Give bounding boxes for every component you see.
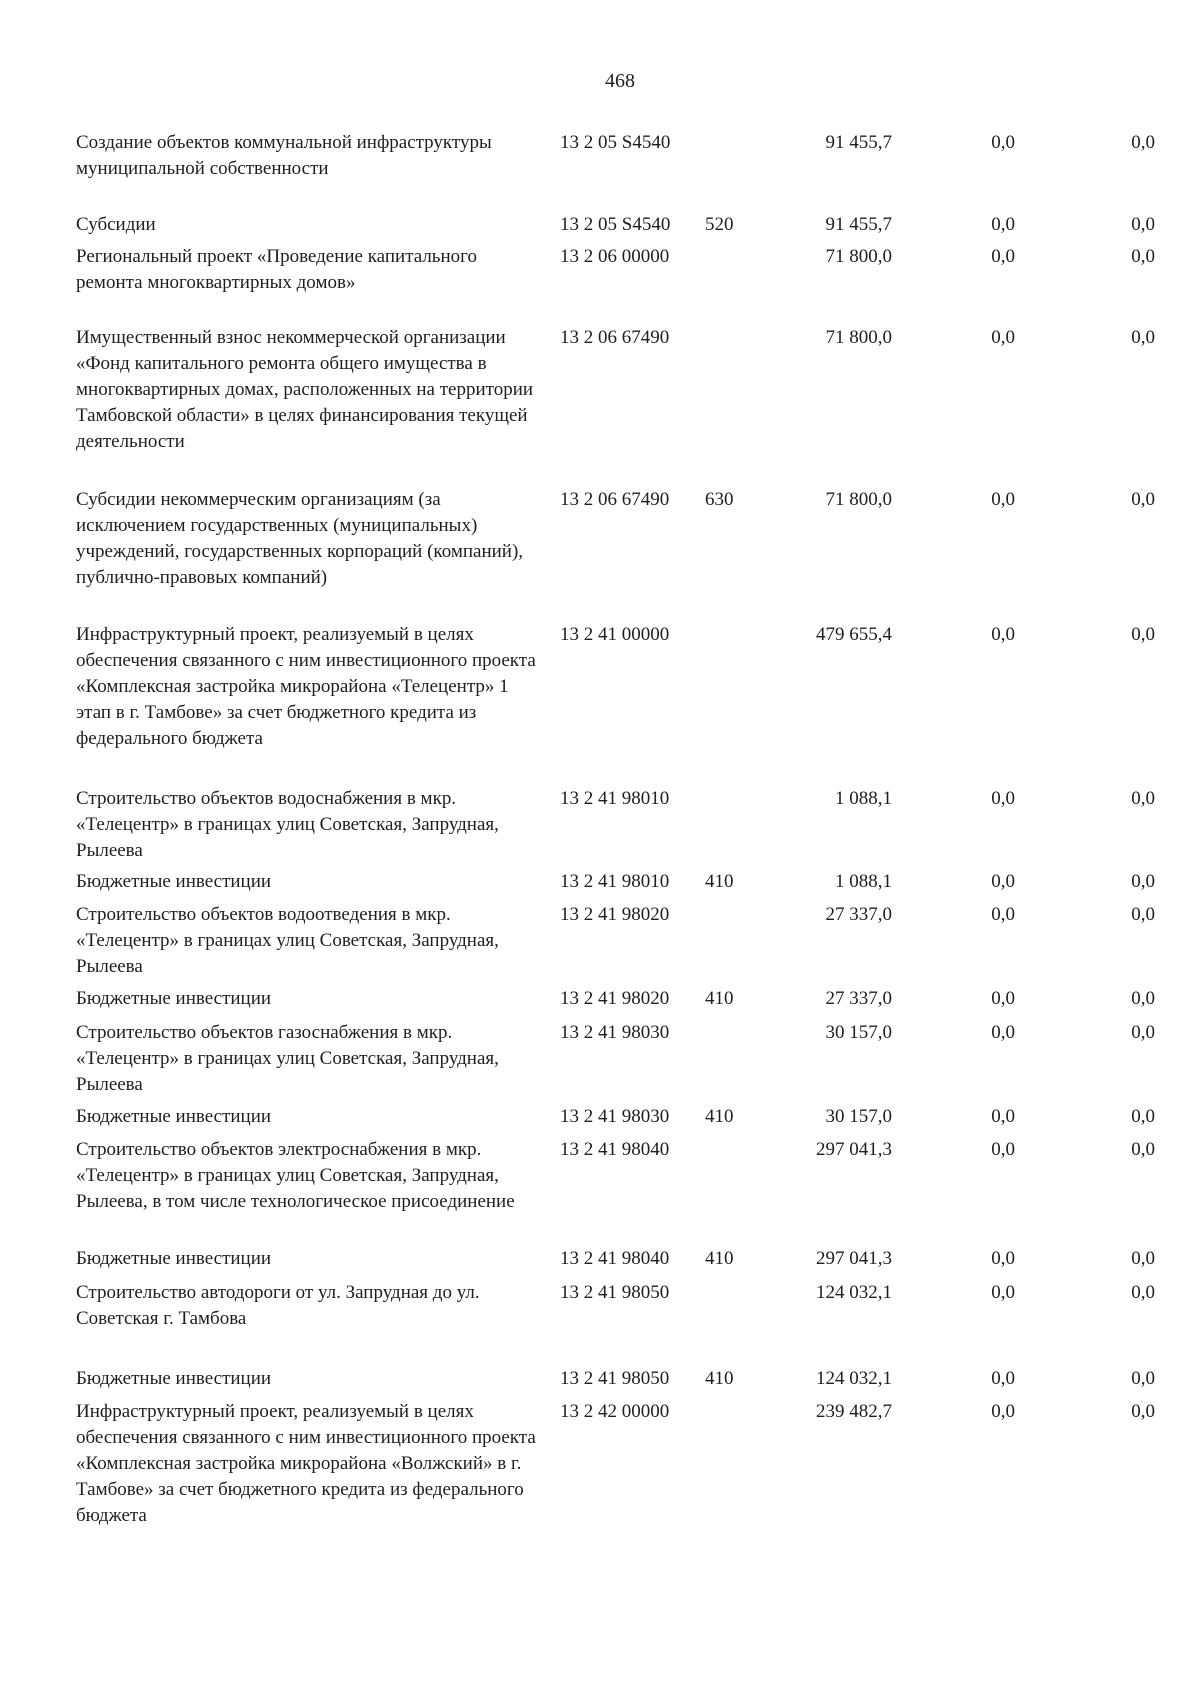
row-target-code: 13 2 41 98050: [560, 1282, 670, 1303]
row-amount-year3: 0,0: [1131, 327, 1155, 348]
row-description: Субсидии некоммерческим организациям (за исключением государственных (муниципальных) учреждений, государственных корпораций (компаний), публично-правовых компаний): [76, 489, 524, 588]
row-amount: 124 032,1: [816, 1282, 892, 1303]
row-amount-year3: 0,0: [1131, 988, 1155, 1009]
row-description: Бюджетные инвестиции: [76, 988, 272, 1009]
row-description: Строительство автодороги от ул. Запрудная до ул. Советская г. Тамбова: [76, 1282, 480, 1329]
row-amount-year3: 0,0: [1131, 1139, 1155, 1160]
row-description: Имущественный взнос некоммерческой организации «Фонд капитального ремонта общего имущества в многоквартирных домах, расположенных на территории Тамбовской области» в целях финансирования текущей деятельности: [76, 327, 534, 452]
row-amount-year3: 0,0: [1131, 1368, 1155, 1389]
row-description: Строительство объектов водоснабжения в мкр. «Телецентр» в границах улиц Советская, Запрудная, Рылеева: [76, 788, 499, 861]
row-amount-year2: 0,0: [991, 988, 1015, 1009]
row-description: Бюджетные инвестиции: [76, 871, 272, 892]
row-amount-year2: 0,0: [991, 904, 1015, 925]
row-target-code: 13 2 42 00000: [560, 1401, 670, 1422]
row-description: Бюджетные инвестиции: [76, 1248, 272, 1269]
row-target-code: 13 2 06 67490: [560, 489, 670, 510]
row-target-code: 13 2 06 67490: [560, 327, 670, 348]
row-amount-year3: 0,0: [1131, 489, 1155, 510]
row-amount-year2: 0,0: [991, 1368, 1015, 1389]
row-target-code: 13 2 41 98010: [560, 788, 670, 809]
row-expense-type: 410: [705, 988, 734, 1009]
row-amount: 71 800,0: [825, 489, 892, 510]
row-amount-year3: 0,0: [1131, 1282, 1155, 1303]
row-amount: 1 088,1: [835, 788, 892, 809]
row-description: Инфраструктурный проект, реализуемый в целях обеспечения связанного с ним инвестиционного проекта «Комплексная застройка микрорайона «Волжский» в г. Тамбове» за счет бюджетного кредита из федерального бюджета: [76, 1401, 536, 1526]
row-amount: 91 455,7: [825, 214, 892, 235]
row-target-code: 13 2 05 S4540: [560, 214, 671, 235]
row-target-code: 13 2 41 98020: [560, 988, 670, 1009]
row-amount-year3: 0,0: [1131, 788, 1155, 809]
row-amount: 91 455,7: [825, 132, 892, 153]
row-description: Бюджетные инвестиции: [76, 1106, 272, 1127]
row-amount-year2: 0,0: [991, 1139, 1015, 1160]
row-amount-year3: 0,0: [1131, 214, 1155, 235]
row-target-code: 13 2 05 S4540: [560, 132, 671, 153]
row-expense-type: 410: [705, 1368, 734, 1389]
row-amount-year2: 0,0: [991, 1022, 1015, 1043]
row-description: Инфраструктурный проект, реализуемый в целях обеспечения связанного с ним инвестиционного проекта «Комплексная застройка микрорайона «Телецентр» 1 этап в г. Тамбове» за счет бюджетного кредита из федерального бюджета: [76, 624, 536, 749]
row-target-code: 13 2 41 98020: [560, 904, 670, 925]
row-description: Субсидии: [76, 214, 156, 235]
row-amount-year2: 0,0: [991, 1106, 1015, 1127]
row-amount-year3: 0,0: [1131, 1022, 1155, 1043]
row-amount: 479 655,4: [816, 624, 892, 645]
row-amount-year2: 0,0: [991, 624, 1015, 645]
row-amount-year2: 0,0: [991, 327, 1015, 348]
row-expense-type: 410: [705, 871, 734, 892]
row-target-code: 13 2 06 00000: [560, 246, 670, 267]
row-description: Строительство объектов водоотведения в мкр. «Телецентр» в границах улиц Советская, Запрудная, Рылеева: [76, 904, 499, 977]
row-amount: 239 482,7: [816, 1401, 892, 1422]
row-target-code: 13 2 41 98040: [560, 1248, 670, 1269]
row-amount-year2: 0,0: [991, 1401, 1015, 1422]
row-amount-year3: 0,0: [1131, 1106, 1155, 1127]
row-description: Создание объектов коммунальной инфраструктуры муниципальной собственности: [76, 132, 492, 179]
row-target-code: 13 2 41 98030: [560, 1022, 670, 1043]
row-amount: 71 800,0: [825, 327, 892, 348]
row-target-code: 13 2 41 98010: [560, 871, 670, 892]
row-expense-type: 410: [705, 1106, 734, 1127]
row-target-code: 13 2 41 98040: [560, 1139, 670, 1160]
row-amount-year3: 0,0: [1131, 904, 1155, 925]
row-amount: 71 800,0: [825, 246, 892, 267]
row-target-code: 13 2 41 00000: [560, 624, 670, 645]
row-amount-year2: 0,0: [991, 871, 1015, 892]
row-expense-type: 630: [705, 489, 734, 510]
row-amount: 1 088,1: [835, 871, 892, 892]
row-target-code: 13 2 41 98050: [560, 1368, 670, 1389]
row-expense-type: 410: [705, 1248, 734, 1269]
row-amount: 124 032,1: [816, 1368, 892, 1389]
row-amount: 30 157,0: [825, 1022, 892, 1043]
row-amount-year3: 0,0: [1131, 132, 1155, 153]
row-target-code: 13 2 41 98030: [560, 1106, 670, 1127]
row-amount-year2: 0,0: [991, 132, 1015, 153]
row-amount: 297 041,3: [816, 1248, 892, 1269]
row-amount-year3: 0,0: [1131, 246, 1155, 267]
row-amount-year2: 0,0: [991, 246, 1015, 267]
row-description: Строительство объектов электроснабжения в мкр. «Телецентр» в границах улиц Советская, Запрудная, Рылеева, в том числе технологическое присоединение: [76, 1139, 515, 1212]
row-amount-year2: 0,0: [991, 1248, 1015, 1269]
row-amount: 27 337,0: [825, 904, 892, 925]
row-expense-type: 520: [705, 214, 734, 235]
row-amount-year2: 0,0: [991, 788, 1015, 809]
row-amount-year2: 0,0: [991, 1282, 1015, 1303]
row-amount: 297 041,3: [816, 1139, 892, 1160]
row-description: Бюджетные инвестиции: [76, 1368, 272, 1389]
row-amount: 30 157,0: [825, 1106, 892, 1127]
row-amount-year3: 0,0: [1131, 624, 1155, 645]
row-amount-year3: 0,0: [1131, 1401, 1155, 1422]
page-number: 468: [605, 70, 635, 92]
row-amount-year2: 0,0: [991, 214, 1015, 235]
row-description: Региональный проект «Проведение капитального ремонта многоквартирных домов»: [76, 246, 477, 293]
row-amount: 27 337,0: [825, 988, 892, 1009]
row-amount-year3: 0,0: [1131, 1248, 1155, 1269]
row-amount-year2: 0,0: [991, 489, 1015, 510]
row-description: Строительство объектов газоснабжения в мкр. «Телецентр» в границах улиц Советская, Запрудная, Рылеева: [76, 1022, 499, 1095]
row-amount-year3: 0,0: [1131, 871, 1155, 892]
